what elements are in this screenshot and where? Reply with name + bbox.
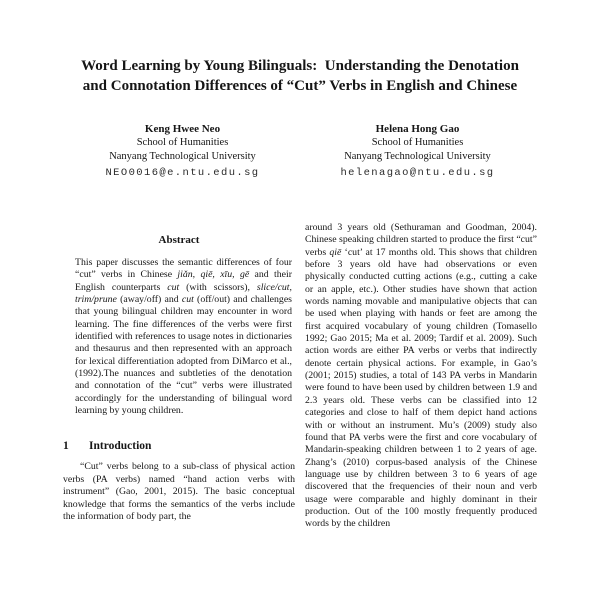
paper-title bbox=[60, 57, 540, 96]
author-affiliation-school: School of Humanities bbox=[136, 137, 229, 148]
introduction-text: “Cut” verbs belong to a sub-class of physical action verbs (PA verbs) named “hand action verbs with instrument” (Gao, 2001, 2015). The basic conceptual knowledge that forms the semantics of the verbs include the information of body part, the bbox=[63, 461, 295, 522]
two-column-body bbox=[63, 220, 537, 531]
introduction-heading bbox=[63, 440, 295, 452]
left-column bbox=[63, 220, 295, 531]
authors-block bbox=[0, 122, 600, 180]
abstract-text: This paper discusses the semantic differences of four “cut” verbs in Chinese jiǎn, qiē, xīu, gē and their English counterparts cut (with scissors), slice/cut, trim/prune (away/off) and cut (off/out) and challenges that young bilingual children may encounter in word learning. The fine differences of the verbs were first identified with references to usage notes in dictionaries and thesaurus and then represented with an approach for lexical differentiation adopted from DiMarco et al., (1992).The nuances and subtleties of the denotation and connotation of the “cut” verbs were illustrated accordingly for the understanding of bilingual word learning by young children. bbox=[75, 257, 292, 417]
section-number: 1 bbox=[63, 440, 69, 453]
author-name: Helena Hong Gao bbox=[375, 123, 460, 135]
paper-title-line-1: Word Learning by Young Bilinguals: Understanding the Denotation bbox=[81, 58, 519, 74]
abstract-heading: Abstract bbox=[158, 234, 200, 246]
right-column bbox=[305, 220, 537, 531]
author-card-2 bbox=[300, 122, 535, 180]
author-email: helenagao@ntu.edu.sg bbox=[340, 167, 495, 179]
author-card-1 bbox=[65, 122, 300, 180]
author-affiliation-university: Nanyang Technological University bbox=[344, 151, 491, 162]
author-affiliation-university: Nanyang Technological University bbox=[109, 151, 256, 162]
right-column-text: around 3 years old (Sethuraman and Goodman, 2004). Chinese speaking children started to produce the first “cut” verbs qiē ‘cut’ at 17 months old. This shows that children before 3 years old have had observations or even physically conducted cutting actions (e.g., cutting a cake or an apple, etc.). Other studies have shown that action words naming movable and manipulative objects that can be used when playing with hands or feet are among the first acquired vocabulary of young children (Tomasello 1992; Gao 2015; Ma et al. 2009; Tardif et al. 2009). Such action words are either PA verbs or verbs that indirectly denote certain physical actions. For example, in Gao’s (2001; 2015) studies, a total of 143 PA verbs in Mandarin were found to have been used by children between 1.9 and 2.3 years old. These verbs can be classified into 12 categories and close to half of them depict hand actions with or without an instrument. Mu’s (2009) study also found that PA verbs were the first and core vocabulary of Mandarin-speaking children between 1 to 2 years of age. Zhang’s (2010) corpus-based analysis of the Chinese language use by children between 3 to 6 years of age discovered that the frequencies of their noun and verb usage were comparable and highly dominant in their production. Out of the 100 mostly frequently produced words by the children bbox=[305, 222, 537, 530]
paper-title-line-2: and Connotation Differences of “Cut” Verbs in English and Chinese bbox=[82, 77, 518, 94]
author-affiliation-school: School of Humanities bbox=[371, 137, 464, 148]
section-title: Introduction bbox=[89, 440, 152, 453]
author-email: NEO0016@e.ntu.edu.sg bbox=[105, 167, 260, 179]
author-name: Keng Hwee Neo bbox=[144, 123, 221, 135]
